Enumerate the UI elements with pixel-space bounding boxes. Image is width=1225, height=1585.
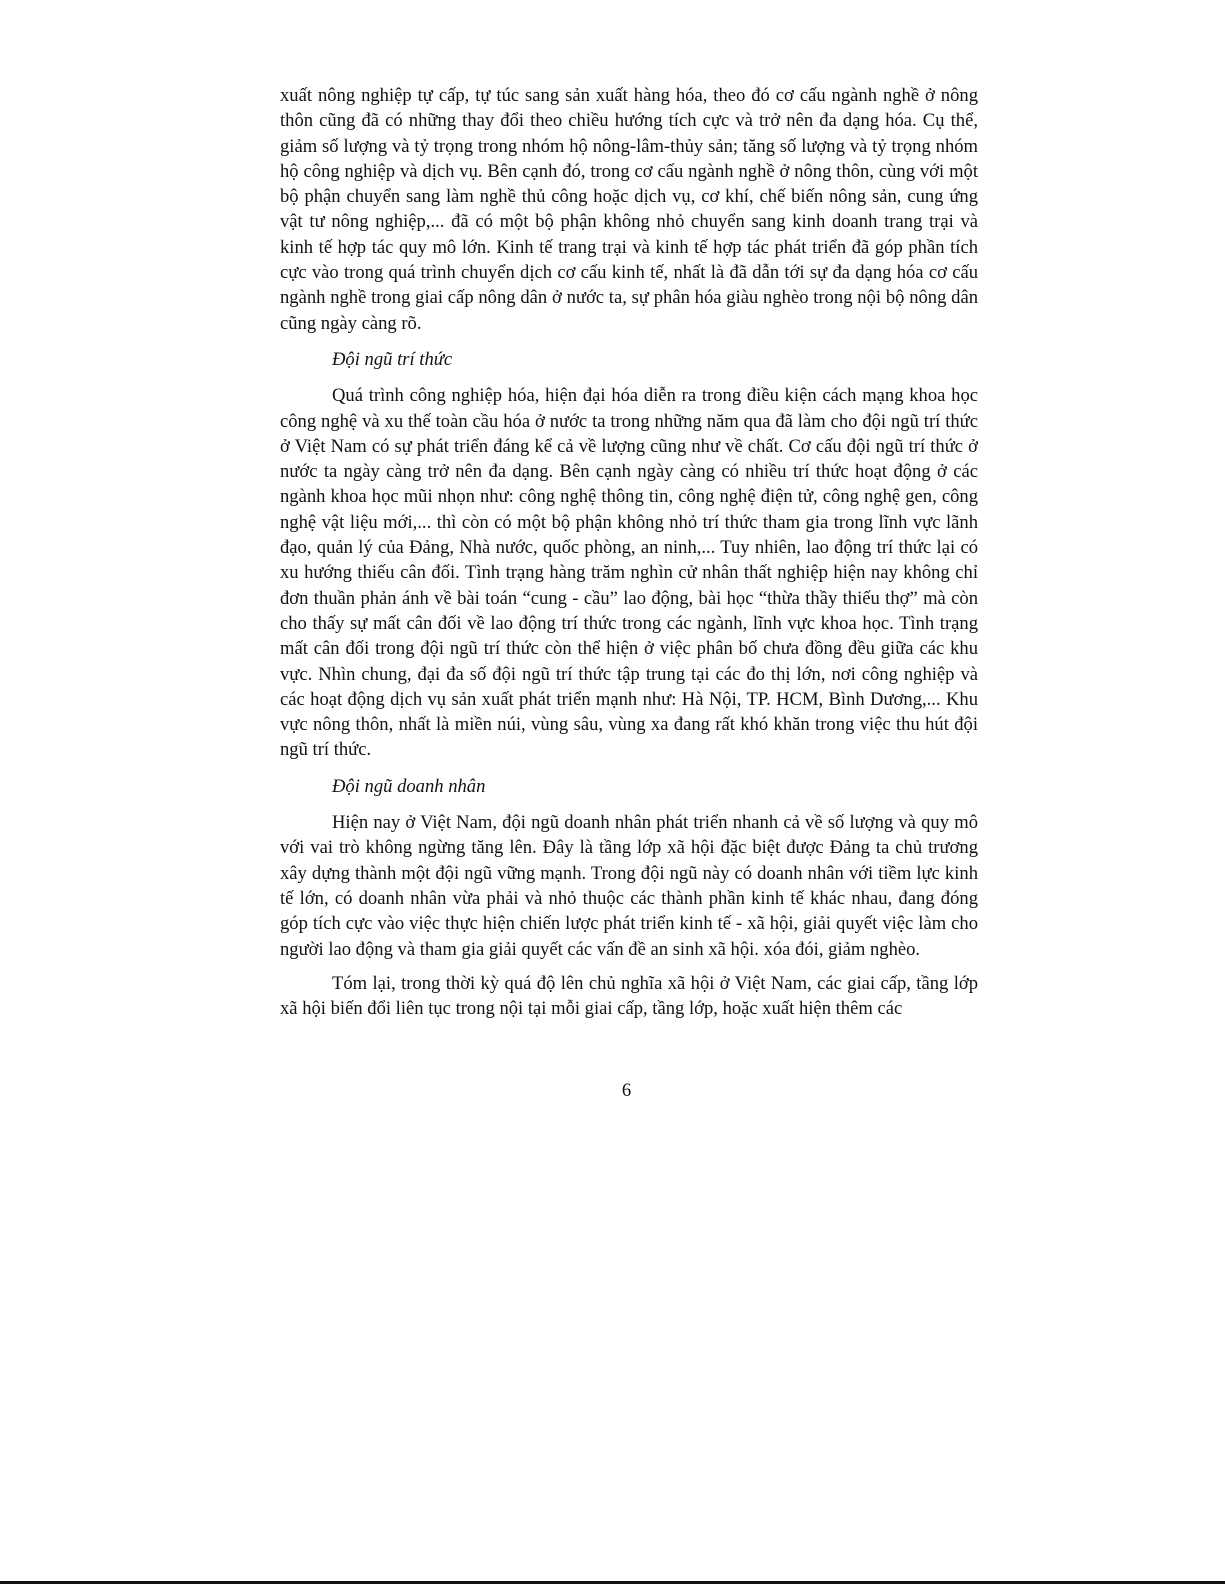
paragraph-summary: Tóm lại, trong thời kỳ quá độ lên chủ nghĩa xã hội ở Việt Nam, các giai cấp, tầng lớp xã hội biến đổi liên tục trong nội tại mỗi giai cấp, tầng lớp, hoặc xuất hiện thêm các (280, 972, 978, 1020)
paragraph-intellectuals: Quá trình công nghiệp hóa, hiện đại hóa diễn ra trong điều kiện cách mạng khoa học công nghệ và xu thế toàn cầu hóa ở nước ta trong những năm qua đã làm cho đội ngũ trí thức ở Việt Nam có sự phát triển đáng kể cả về lượng cũng như về chất. Cơ cấu đội ngũ trí thức ở nước ta ngày càng trở nên đa dạng. Bên cạnh ngày càng có nhiều trí thức hoạt động ở các ngành khoa học mũi nhọn như: công nghệ thông tin, công nghệ điện tử, công nghệ gen, công nghệ vật liệu mới,... thì còn có một bộ phận không nhỏ trí thức tham gia trong lĩnh vực lãnh đạo, quản lý của Đảng, Nhà nước, quốc phòng, an ninh,... Tuy nhiên, lao động trí thức lại có xu hướng thiếu cân đối. Tình trạng hàng trăm nghìn cử nhân thất nghiệp hiện nay không chỉ đơn thuần phản ánh về bài toán “cung - cầu” lao động, bài học “thừa thầy thiếu thợ” mà còn cho thấy sự mất cân đối về lao động trí thức trong các ngành, lĩnh vực khoa học. Tình trạng mất cân đối trong đội ngũ trí thức còn thể hiện ở việc phân bố chưa đồng đều giữa các khu vực. Nhìn chung, đại đa số đội ngũ trí thức tập trung tại các đo thị lớn, nơi công nghiệp và các hoạt động dịch vụ sản xuất phát triển mạnh như: Hà Nội, TP. HCM, Bình Dương,... Khu vực nông thôn, nhất là miền núi, vùng sâu, vùng xa đang rất khó khăn trong việc thu hút đội ngũ trí thức. (280, 385, 978, 761)
section-heading-entrepreneurs: Đội ngũ doanh nhân (332, 775, 486, 797)
paragraph-farmers-continuation: xuất nông nghiệp tự cấp, tự túc sang sản xuất hàng hóa, theo đó cơ cấu ngành nghề ở nông thôn cũng đã có những thay đổi theo chiều hướng tích cực và trở nên đa dạng hóa. Cụ thể, giảm số lượng và tỷ trọng trong nhóm hộ nông-lâm-thủy sản; tăng số lượng và tỷ trọng nhóm hộ công nghiệp và dịch vụ. Bên cạnh đó, trong cơ cấu ngành nghề ở nông thôn, cùng với một bộ phận chuyển sang làm nghề thủ công hoặc dịch vụ, cơ khí, chế biến nông sản, cung ứng vật tư nông nghiệp,... đã có một bộ phận không nhỏ chuyển sang kinh doanh trang trại và kinh tế hợp tác quy mô lớn. Kinh tế trang trại và kinh tế hợp tác phát triển đã góp phần tích cực vào trong quá trình chuyển dịch cơ cấu kinh tế, nhất là đã dẫn tới sự đa dạng hóa cơ cấu ngành nghề trong giai cấp nông dân ở nước ta, sự phân hóa giàu nghèo trong nội bộ nông dân cũng ngày càng rõ. (280, 85, 978, 334)
section-heading-intellectuals: Đội ngũ trí thức (332, 348, 453, 370)
paragraph-entrepreneurs: Hiện nay ở Việt Nam, đội ngũ doanh nhân phát triển nhanh cả về số lượng và quy mô với vai trò không ngừng tăng lên. Đây là tầng lớp xã hội đặc biệt được Đảng ta chủ trương xây dựng thành một đội ngũ vững mạnh. Trong đội ngũ này có doanh nhân với tiềm lực kinh tế lớn, có doanh nhân vừa phải và nhỏ thuộc các thành phần kinh tế khác nhau, đang đóng góp tích cực vào việc thực hiện chiến lược phát triển kinh tế - xã hội, giải quyết việc làm cho người lao động và tham gia giải quyết các vấn đề an sinh xã hội. xóa đói, giảm nghèo. (280, 812, 978, 960)
bottom-divider (0, 1581, 1225, 1584)
paragraph-gap (280, 962, 978, 971)
page-number: 6 (621, 1080, 632, 1101)
page-body (280, 83, 978, 1021)
